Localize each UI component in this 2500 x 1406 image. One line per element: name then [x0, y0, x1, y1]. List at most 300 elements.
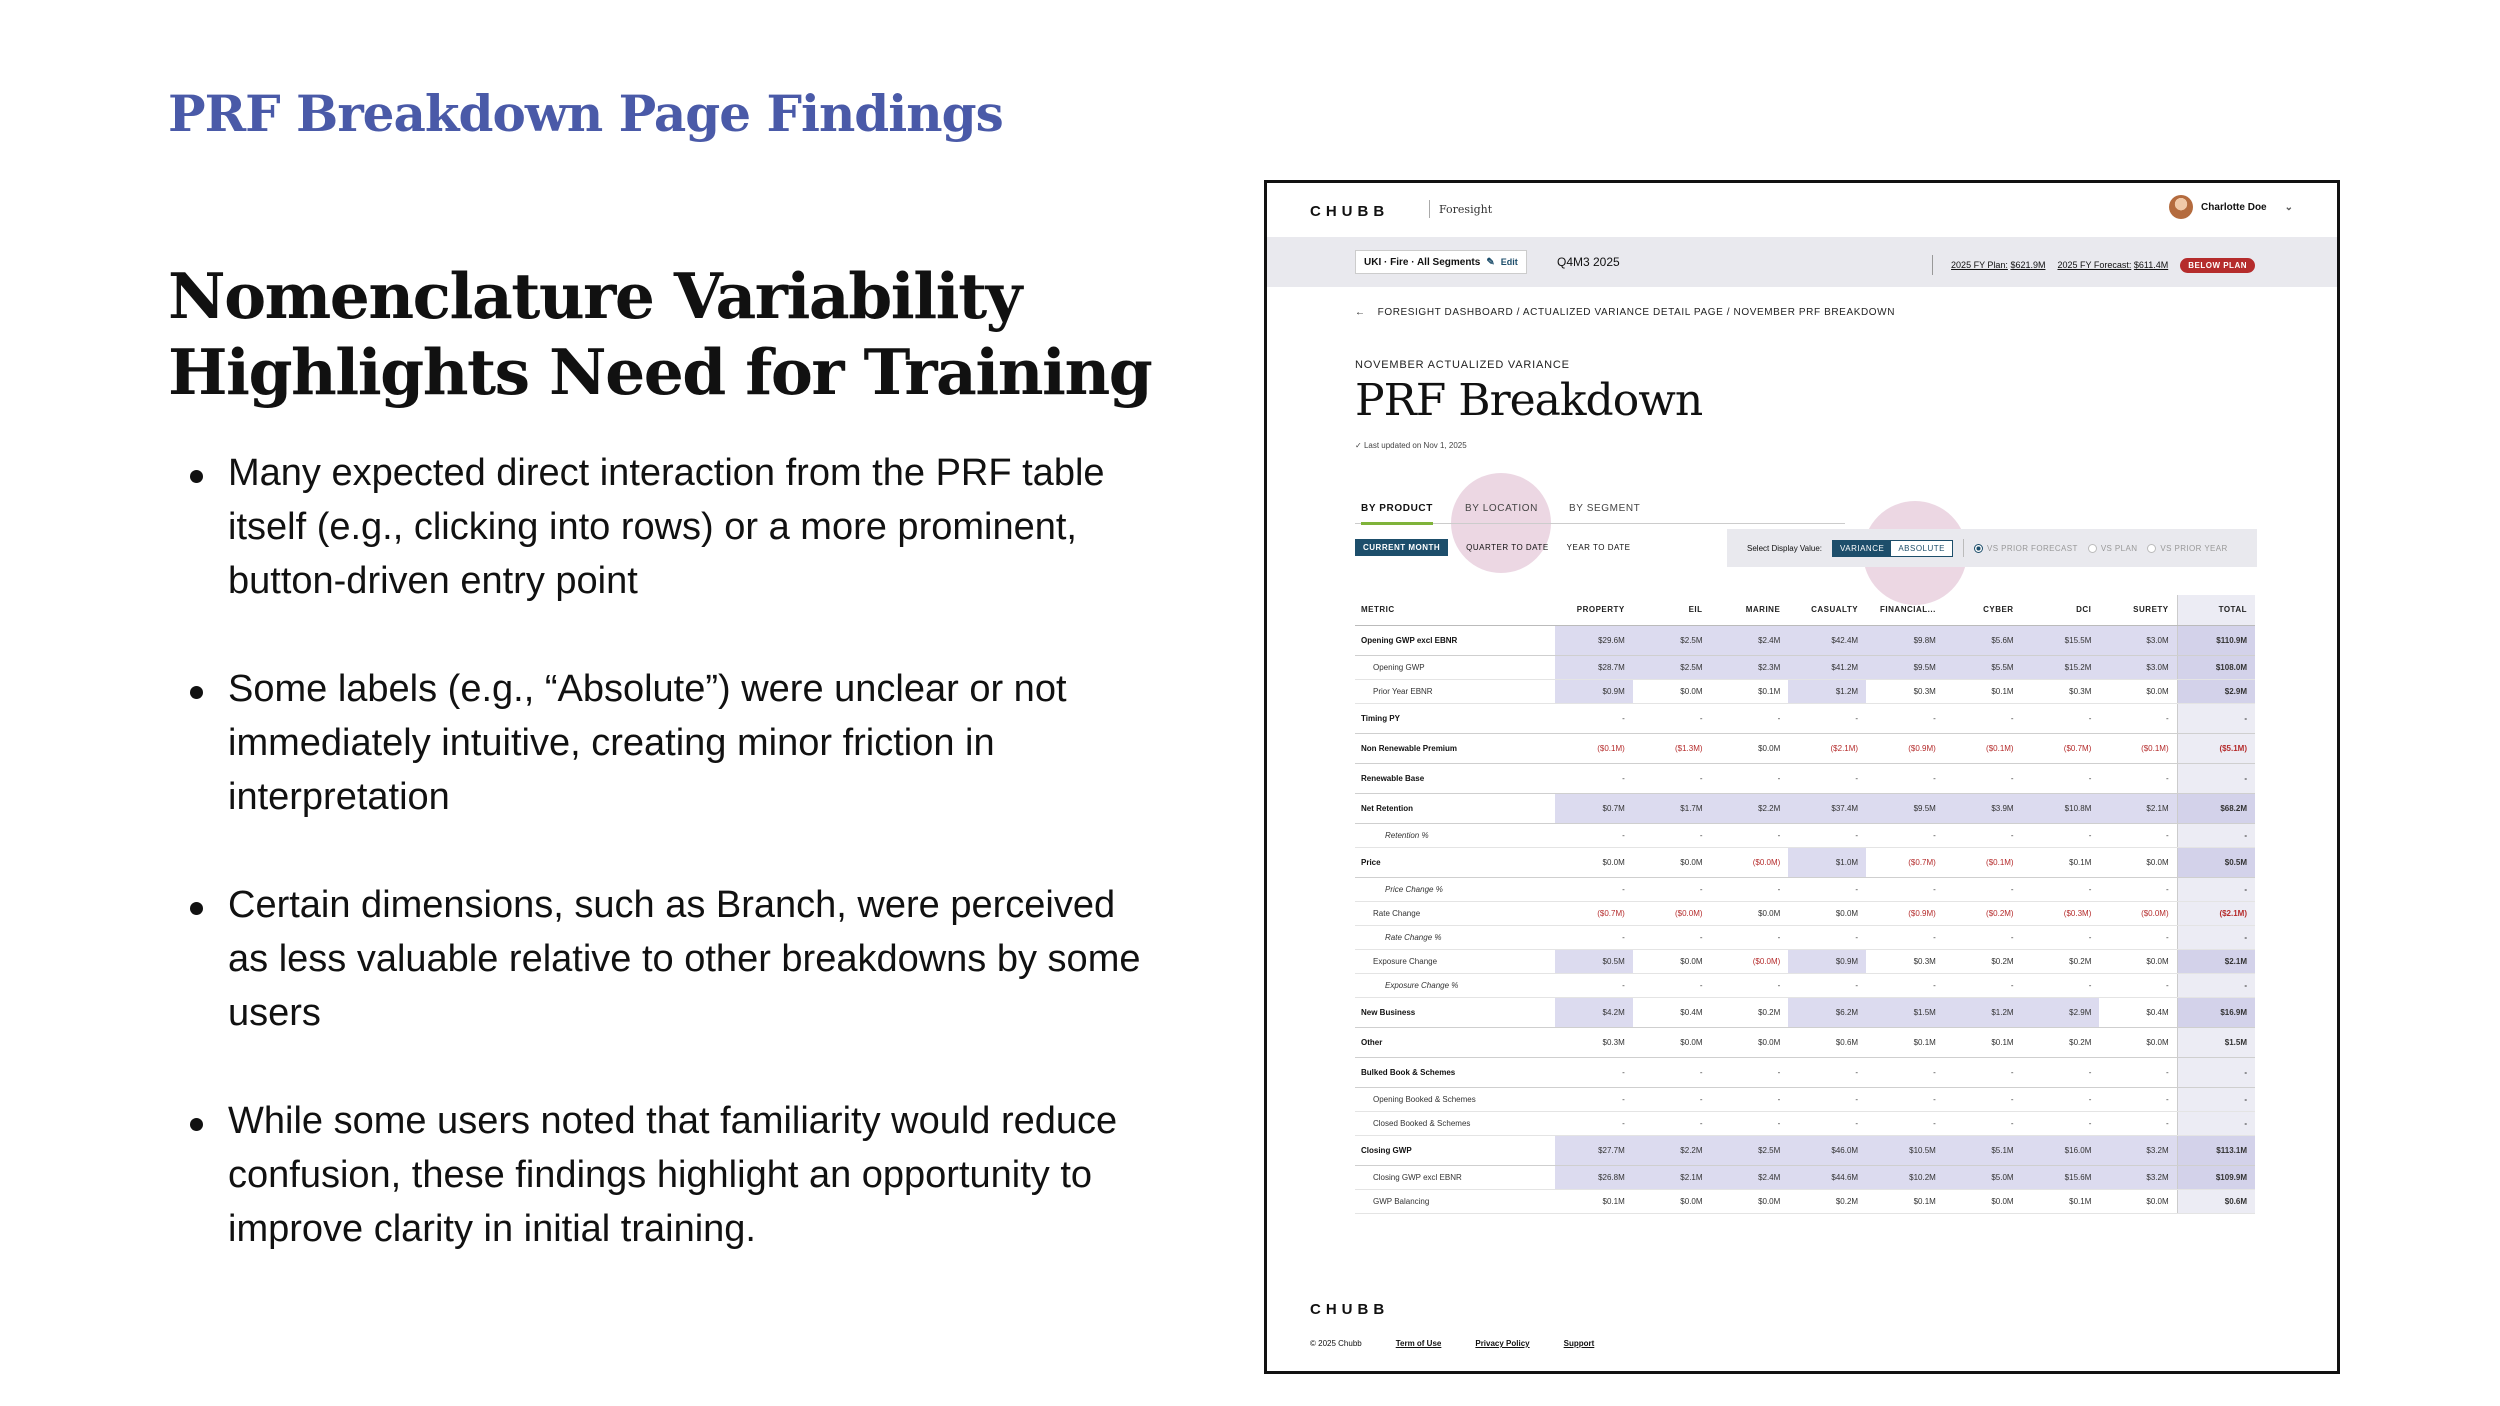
metric-value: $0.5M — [1555, 949, 1633, 973]
metric-value: ($0.0M) — [2099, 901, 2177, 925]
fy-plan — [1951, 260, 2045, 270]
metric-value: - — [1711, 703, 1789, 733]
metric-value: $3.2M — [2099, 1165, 2177, 1189]
metric-value: $0.0M — [1633, 847, 1711, 877]
metric-value: $0.0M — [1944, 1189, 2022, 1213]
column-header[interactable]: SURETY — [2099, 595, 2177, 625]
metric-value: - — [1788, 1111, 1866, 1135]
metric-value: $0.1M — [1944, 679, 2022, 703]
metric-value: $5.6M — [1944, 625, 2022, 655]
table-row[interactable] — [1355, 793, 2255, 823]
metric-value: - — [1944, 703, 2022, 733]
metric-value: $26.8M — [1555, 1165, 1633, 1189]
metric-value: $15.6M — [2022, 1165, 2100, 1189]
metric-value: $110.9M — [2177, 625, 2255, 655]
column-header[interactable]: PROPERTY — [1555, 595, 1633, 625]
metric-label: Non Renewable Premium — [1355, 733, 1555, 763]
metric-value: $0.1M — [1866, 1189, 1944, 1213]
headline-line-1: Nomenclature Variability — [168, 259, 1021, 333]
metric-label: GWP Balancing — [1355, 1189, 1555, 1213]
metric-value: $2.5M — [1633, 625, 1711, 655]
column-header[interactable]: CASUALTY — [1788, 595, 1866, 625]
page-title: PRF Breakdown — [1355, 375, 1703, 426]
metric-value: $15.5M — [2022, 625, 2100, 655]
metric-value: $3.2M — [2099, 1135, 2177, 1165]
metric-value: - — [2177, 1057, 2255, 1087]
metric-value: - — [2177, 763, 2255, 793]
metric-value: $108.0M — [2177, 655, 2255, 679]
breadcrumb-path[interactable]: FORESIGHT DASHBOARD / ACTUALIZED VARIANCE DETAIL PAGE / NOVEMBER PRF BREAKDOWN — [1377, 307, 1896, 318]
metric-value: $3.9M — [1944, 793, 2022, 823]
metric-value: $10.5M — [1866, 1135, 1944, 1165]
metric-value: $28.7M — [1555, 655, 1633, 679]
metric-value: - — [1555, 1057, 1633, 1087]
metric-value: - — [1788, 1057, 1866, 1087]
metric-value: $37.4M — [1788, 793, 1866, 823]
status-badge: BELOW PLAN — [2180, 258, 2255, 273]
metric-value: - — [1711, 1087, 1789, 1111]
metric-label: Price Change % — [1355, 877, 1555, 901]
metric-value: $2.2M — [1711, 793, 1789, 823]
metric-value: - — [1944, 1111, 2022, 1135]
metric-label: Timing PY — [1355, 703, 1555, 733]
metric-value: $2.3M — [1711, 655, 1789, 679]
metric-value: ($0.1M) — [1944, 733, 2022, 763]
metric-value: $44.6M — [1788, 1165, 1866, 1189]
fy-forecast-value: $611.4M — [2133, 260, 2169, 270]
metric-label: Net Retention — [1355, 793, 1555, 823]
metric-value: - — [1711, 1057, 1789, 1087]
app-header — [1267, 183, 2337, 237]
metric-label: Closing GWP — [1355, 1135, 1555, 1165]
metric-value: - — [1866, 1111, 1944, 1135]
metric-value: $41.2M — [1788, 655, 1866, 679]
metric-value: $68.2M — [2177, 793, 2255, 823]
metric-value: - — [1555, 925, 1633, 949]
metric-value: $0.0M — [2099, 679, 2177, 703]
metric-label: Rate Change — [1355, 901, 1555, 925]
metric-value: $1.7M — [1633, 793, 1711, 823]
metric-value: $0.2M — [1944, 949, 2022, 973]
table-row[interactable] — [1355, 973, 2255, 997]
table-row[interactable] — [1355, 733, 2255, 763]
radio-vs-prior-forecast[interactable] — [1974, 544, 2078, 553]
app-screenshot — [1264, 180, 2340, 1374]
metric-value: ($0.7M) — [1555, 901, 1633, 925]
metric-label: Bulked Book & Schemes — [1355, 1057, 1555, 1087]
metric-value: $2.4M — [1711, 625, 1789, 655]
metric-value: - — [1866, 703, 1944, 733]
metric-value: ($0.1M) — [2099, 733, 2177, 763]
metric-value: ($1.3M) — [1633, 733, 1711, 763]
column-header[interactable]: EIL — [1633, 595, 1711, 625]
metric-value: $9.5M — [1866, 655, 1944, 679]
table-row[interactable] — [1355, 1087, 2255, 1111]
metric-value: - — [1633, 973, 1711, 997]
fy-plan-value: $621.9M — [2010, 260, 2046, 270]
metric-value: - — [1866, 973, 1944, 997]
metric-value: ($2.1M) — [1788, 733, 1866, 763]
metric-value: - — [1633, 763, 1711, 793]
copyright: © 2025 Chubb — [1310, 1339, 1362, 1348]
column-header[interactable]: TOTAL — [2177, 595, 2255, 625]
radio-label: VS PLAN — [2100, 543, 2138, 553]
radio-label: VS PRIOR YEAR — [2160, 543, 2228, 553]
metric-value: $0.0M — [1633, 1189, 1711, 1213]
metric-value: - — [1555, 877, 1633, 901]
metric-value: ($0.2M) — [1944, 901, 2022, 925]
metric-value: - — [1788, 925, 1866, 949]
metric-value: $0.3M — [2022, 679, 2100, 703]
metric-value: - — [2022, 763, 2100, 793]
metric-value: - — [2022, 823, 2100, 847]
table-row[interactable] — [1355, 679, 2255, 703]
privacy-link[interactable]: Privacy Policy — [1475, 1339, 1530, 1348]
segment-selector[interactable] — [1355, 250, 1527, 274]
metric-value: $42.4M — [1788, 625, 1866, 655]
metric-value: - — [2177, 703, 2255, 733]
metric-value: - — [1788, 877, 1866, 901]
metric-label: New Business — [1355, 997, 1555, 1027]
metric-value: - — [1866, 925, 1944, 949]
metric-value: $9.5M — [1866, 793, 1944, 823]
metric-value: - — [2177, 925, 2255, 949]
tab-by-segment[interactable]: BY SEGMENT — [1569, 503, 1641, 514]
year-to-date-button[interactable]: YEAR TO DATE — [1566, 543, 1631, 552]
metric-value: $2.9M — [2177, 679, 2255, 703]
metric-value: $2.1M — [1633, 1165, 1711, 1189]
metric-value: - — [2022, 1111, 2100, 1135]
metric-value: - — [1633, 703, 1711, 733]
metric-value: $5.0M — [1944, 1165, 2022, 1189]
metric-value: $27.7M — [1555, 1135, 1633, 1165]
metric-value: $2.1M — [2177, 949, 2255, 973]
metric-value: $0.4M — [1633, 997, 1711, 1027]
findings-list — [186, 446, 1146, 1310]
metric-value: $1.5M — [1866, 997, 1944, 1027]
headline-line-2: Highlights Need for Training — [168, 335, 1152, 409]
table-header-row — [1355, 595, 2255, 625]
support-link[interactable]: Support — [1563, 1339, 1595, 1348]
metric-value: $2.2M — [1633, 1135, 1711, 1165]
table-row[interactable] — [1355, 1165, 2255, 1189]
table-row[interactable] — [1355, 655, 2255, 679]
edit-link[interactable]: Edit — [1500, 257, 1518, 267]
fy-plan-label: 2025 FY Plan: — [1951, 260, 2008, 270]
user-menu[interactable] — [2169, 195, 2293, 219]
metric-value: $9.8M — [1866, 625, 1944, 655]
metric-value: $0.1M — [2022, 1189, 2100, 1213]
table-row[interactable] — [1355, 703, 2255, 733]
metric-value: $6.2M — [1788, 997, 1866, 1027]
metric-value: - — [2099, 1087, 2177, 1111]
fy-forecast-label: 2025 FY Forecast: — [2057, 260, 2132, 270]
metric-value: - — [2022, 973, 2100, 997]
column-header[interactable]: DCI — [2022, 595, 2100, 625]
metric-value: - — [1711, 877, 1789, 901]
metric-value: - — [1633, 1111, 1711, 1135]
metric-value: - — [1555, 763, 1633, 793]
metric-value: - — [2177, 973, 2255, 997]
display-value-label: Select Display Value: — [1747, 543, 1822, 553]
table-row[interactable] — [1355, 925, 2255, 949]
metric-value: ($0.0M) — [1711, 949, 1789, 973]
metric-value: $10.2M — [1866, 1165, 1944, 1189]
current-month-button[interactable]: CURRENT MONTH — [1355, 539, 1448, 556]
column-header[interactable]: METRIC — [1355, 595, 1555, 625]
metric-value: $0.0M — [1633, 1027, 1711, 1057]
metric-value: - — [2099, 703, 2177, 733]
metric-value: $46.0M — [1788, 1135, 1866, 1165]
metric-value: - — [2099, 763, 2177, 793]
metric-value: - — [2177, 1111, 2255, 1135]
metric-label: Exposure Change % — [1355, 973, 1555, 997]
radio-vs-plan[interactable] — [2088, 544, 2138, 553]
table-row[interactable] — [1355, 625, 2255, 655]
quarter-to-date-button[interactable]: QUARTER TO DATE — [1466, 543, 1549, 552]
metric-value: - — [1555, 823, 1633, 847]
metric-value: - — [1555, 973, 1633, 997]
table-row[interactable] — [1355, 823, 2255, 847]
table-body — [1355, 625, 2255, 1213]
metric-value: - — [1866, 1087, 1944, 1111]
metric-value: $29.6M — [1555, 625, 1633, 655]
app-name: Foresight — [1439, 203, 1493, 216]
metric-value: $113.1M — [2177, 1135, 2255, 1165]
segment-label: UKI · Fire · All Segments — [1364, 256, 1481, 268]
column-header[interactable]: CYBER — [1944, 595, 2022, 625]
finding-bullet: Certain dimensions, such as Branch, were perceived as less valuable relative to other breakdowns by some users — [186, 878, 1146, 1040]
table-row[interactable] — [1355, 1135, 2255, 1165]
metric-value: - — [2099, 925, 2177, 949]
metric-value: - — [1944, 763, 2022, 793]
user-name: Charlotte Doe — [2201, 201, 2267, 213]
metric-value: $4.2M — [1555, 997, 1633, 1027]
metric-value: $0.4M — [2099, 997, 2177, 1027]
metric-value: - — [1633, 877, 1711, 901]
metric-value: ($0.0M) — [1711, 847, 1789, 877]
metric-value: - — [1711, 925, 1789, 949]
table-row[interactable] — [1355, 877, 2255, 901]
metric-value: - — [1944, 925, 2022, 949]
table-row[interactable] — [1355, 763, 2255, 793]
table-row[interactable] — [1355, 901, 2255, 925]
metric-value: $10.8M — [2022, 793, 2100, 823]
metric-value: $2.5M — [1711, 1135, 1789, 1165]
value-toggle — [1832, 540, 1953, 557]
table-row[interactable] — [1355, 1189, 2255, 1213]
metric-value: $1.0M — [1788, 847, 1866, 877]
metric-value: $0.0M — [1711, 733, 1789, 763]
metric-value: ($0.1M) — [1555, 733, 1633, 763]
metric-value: $3.0M — [2099, 655, 2177, 679]
metric-label: Exposure Change — [1355, 949, 1555, 973]
metric-value: $0.0M — [2099, 949, 2177, 973]
finding-bullet: While some users noted that familiarity would reduce confusion, these findings highlight an opportunity to improve clarity in initial training. — [186, 1094, 1146, 1256]
chubb-logo[interactable]: CHUBB — [1310, 203, 1390, 220]
metric-label: Closing GWP excl EBNR — [1355, 1165, 1555, 1189]
metric-value: $2.5M — [1633, 655, 1711, 679]
metric-value: $5.5M — [1944, 655, 2022, 679]
metric-value: $2.1M — [2099, 793, 2177, 823]
variance-toggle[interactable]: VARIANCE — [1833, 541, 1891, 556]
metric-value: - — [2099, 823, 2177, 847]
column-header[interactable]: FINANCIAL... — [1866, 595, 1944, 625]
metric-value: - — [2022, 1057, 2100, 1087]
metric-value: - — [1866, 823, 1944, 847]
metric-value: $0.2M — [2022, 1027, 2100, 1057]
metric-value: - — [2022, 1087, 2100, 1111]
metric-value: ($0.9M) — [1866, 901, 1944, 925]
metric-value: $2.9M — [2022, 997, 2100, 1027]
metric-label: Renewable Base — [1355, 763, 1555, 793]
metric-value: ($0.7M) — [1866, 847, 1944, 877]
metric-value: - — [1555, 703, 1633, 733]
metric-value: - — [1555, 1111, 1633, 1135]
metric-value: $109.9M — [2177, 1165, 2255, 1189]
last-updated — [1355, 441, 1467, 450]
table-row[interactable] — [1355, 1027, 2255, 1057]
metric-value: $0.9M — [1555, 679, 1633, 703]
metric-value: ($0.3M) — [2022, 901, 2100, 925]
radio-vs-prior-year[interactable] — [2147, 544, 2227, 553]
metric-value: - — [1944, 1057, 2022, 1087]
radio-dot[interactable] — [2147, 544, 2156, 553]
metric-value: $1.2M — [1944, 997, 2022, 1027]
metric-value: - — [2099, 1057, 2177, 1087]
metric-value: $2.4M — [1711, 1165, 1789, 1189]
divider — [1932, 255, 1933, 275]
metric-value: $0.1M — [1555, 1189, 1633, 1213]
metric-value: ($5.1M) — [2177, 733, 2255, 763]
metric-value: - — [1866, 877, 1944, 901]
metric-value: - — [1788, 823, 1866, 847]
metric-value: $5.1M — [1944, 1135, 2022, 1165]
finding-bullet: Some labels (e.g., “Absolute”) were unclear or not immediately intuitive, creating minor friction in interpretation — [186, 662, 1146, 824]
metric-label: Prior Year EBNR — [1355, 679, 1555, 703]
metric-value: $0.0M — [1633, 679, 1711, 703]
finding-bullet: Many expected direct interaction from the PRF table itself (e.g., clicking into rows) or a more prominent, button-driven entry point — [186, 446, 1146, 608]
metric-value: $0.0M — [1711, 901, 1789, 925]
metric-value: - — [1866, 763, 1944, 793]
metric-value: $3.0M — [2099, 625, 2177, 655]
avatar[interactable] — [2169, 195, 2193, 219]
metric-value: - — [2177, 1087, 2255, 1111]
tab-by-product[interactable]: BY PRODUCT — [1361, 503, 1433, 514]
metric-value: $0.0M — [1633, 949, 1711, 973]
radio-dot[interactable] — [1974, 544, 1983, 553]
table-row[interactable] — [1355, 949, 2255, 973]
footer-logo[interactable]: CHUBB — [1310, 1301, 1390, 1318]
metric-value: - — [1866, 1057, 1944, 1087]
metric-value: $0.0M — [2099, 1189, 2177, 1213]
metric-value: ($0.1M) — [1944, 847, 2022, 877]
metric-value: - — [1788, 1087, 1866, 1111]
metric-label: Opening GWP — [1355, 655, 1555, 679]
chevron-down-icon[interactable]: ⌄ — [2284, 201, 2293, 213]
context-bar — [1267, 237, 2337, 287]
metric-label: Retention % — [1355, 823, 1555, 847]
metric-value: - — [1711, 1111, 1789, 1135]
metric-value: - — [1711, 973, 1789, 997]
metric-value: - — [1633, 1087, 1711, 1111]
display-value-panel — [1727, 529, 2257, 567]
metric-value: - — [2177, 823, 2255, 847]
back-arrow-icon[interactable]: ← — [1355, 307, 1366, 318]
metric-value: $0.5M — [2177, 847, 2255, 877]
breadcrumb[interactable] — [1355, 307, 1895, 318]
eyebrow: NOVEMBER ACTUALIZED VARIANCE — [1355, 359, 1570, 371]
metric-value: ($0.7M) — [2022, 733, 2100, 763]
slide-title: PRF Breakdown Page Findings — [168, 84, 1003, 143]
table-row[interactable] — [1355, 1111, 2255, 1135]
metric-value: $0.3M — [1555, 1027, 1633, 1057]
metric-value: - — [1633, 925, 1711, 949]
metric-value: $0.7M — [1555, 793, 1633, 823]
metric-value: - — [1633, 1057, 1711, 1087]
logo-divider — [1429, 200, 1430, 218]
metric-value: $0.0M — [1788, 901, 1866, 925]
metric-value: $0.1M — [2022, 847, 2100, 877]
period-label: Q4M3 2025 — [1557, 255, 1620, 269]
table-row[interactable] — [1355, 847, 2255, 877]
terms-link[interactable]: Term of Use — [1395, 1339, 1442, 1348]
metric-value: - — [2022, 925, 2100, 949]
metric-value: - — [1944, 973, 2022, 997]
metric-value: $0.1M — [1944, 1027, 2022, 1057]
check-icon: ✓ — [1355, 441, 1362, 450]
divider — [1963, 539, 1964, 557]
metric-value: - — [2099, 877, 2177, 901]
fy-forecast — [2057, 260, 2168, 270]
column-header[interactable]: MARINE — [1711, 595, 1789, 625]
metric-value: $0.0M — [1711, 1027, 1789, 1057]
metric-label: Opening GWP excl EBNR — [1355, 625, 1555, 655]
metric-value: $0.0M — [2099, 847, 2177, 877]
metric-value: - — [1788, 973, 1866, 997]
plan-summary — [1932, 255, 2255, 275]
metric-value: $0.6M — [1788, 1027, 1866, 1057]
metric-label: Price — [1355, 847, 1555, 877]
absolute-toggle[interactable]: ABSOLUTE — [1891, 541, 1952, 556]
tab-by-location[interactable]: BY LOCATION — [1465, 503, 1538, 514]
edit-icon[interactable]: ✎ — [1486, 256, 1495, 268]
metric-value: - — [1944, 823, 2022, 847]
last-updated-text: Last updated on Nov 1, 2025 — [1363, 441, 1467, 450]
metric-value: $0.1M — [1711, 679, 1789, 703]
radio-dot[interactable] — [2088, 544, 2097, 553]
breakdown-tabs — [1355, 493, 2340, 523]
metric-value: - — [2099, 1111, 2177, 1135]
metric-value: $16.0M — [2022, 1135, 2100, 1165]
table-row[interactable] — [1355, 997, 2255, 1027]
metric-value: $0.2M — [2022, 949, 2100, 973]
metric-value: $16.9M — [2177, 997, 2255, 1027]
metric-value: - — [2177, 877, 2255, 901]
metric-value: $0.0M — [1711, 1189, 1789, 1213]
metric-value: $1.5M — [2177, 1027, 2255, 1057]
metric-value: - — [1711, 823, 1789, 847]
metric-value: - — [1711, 763, 1789, 793]
metric-value: $0.6M — [2177, 1189, 2255, 1213]
metric-value: ($0.9M) — [1866, 733, 1944, 763]
metric-value: $0.3M — [1866, 949, 1944, 973]
time-range-selector — [1355, 539, 1630, 556]
table-row[interactable] — [1355, 1057, 2255, 1087]
headline — [168, 258, 1168, 410]
metric-value: $0.3M — [1866, 679, 1944, 703]
metric-value: ($2.1M) — [2177, 901, 2255, 925]
